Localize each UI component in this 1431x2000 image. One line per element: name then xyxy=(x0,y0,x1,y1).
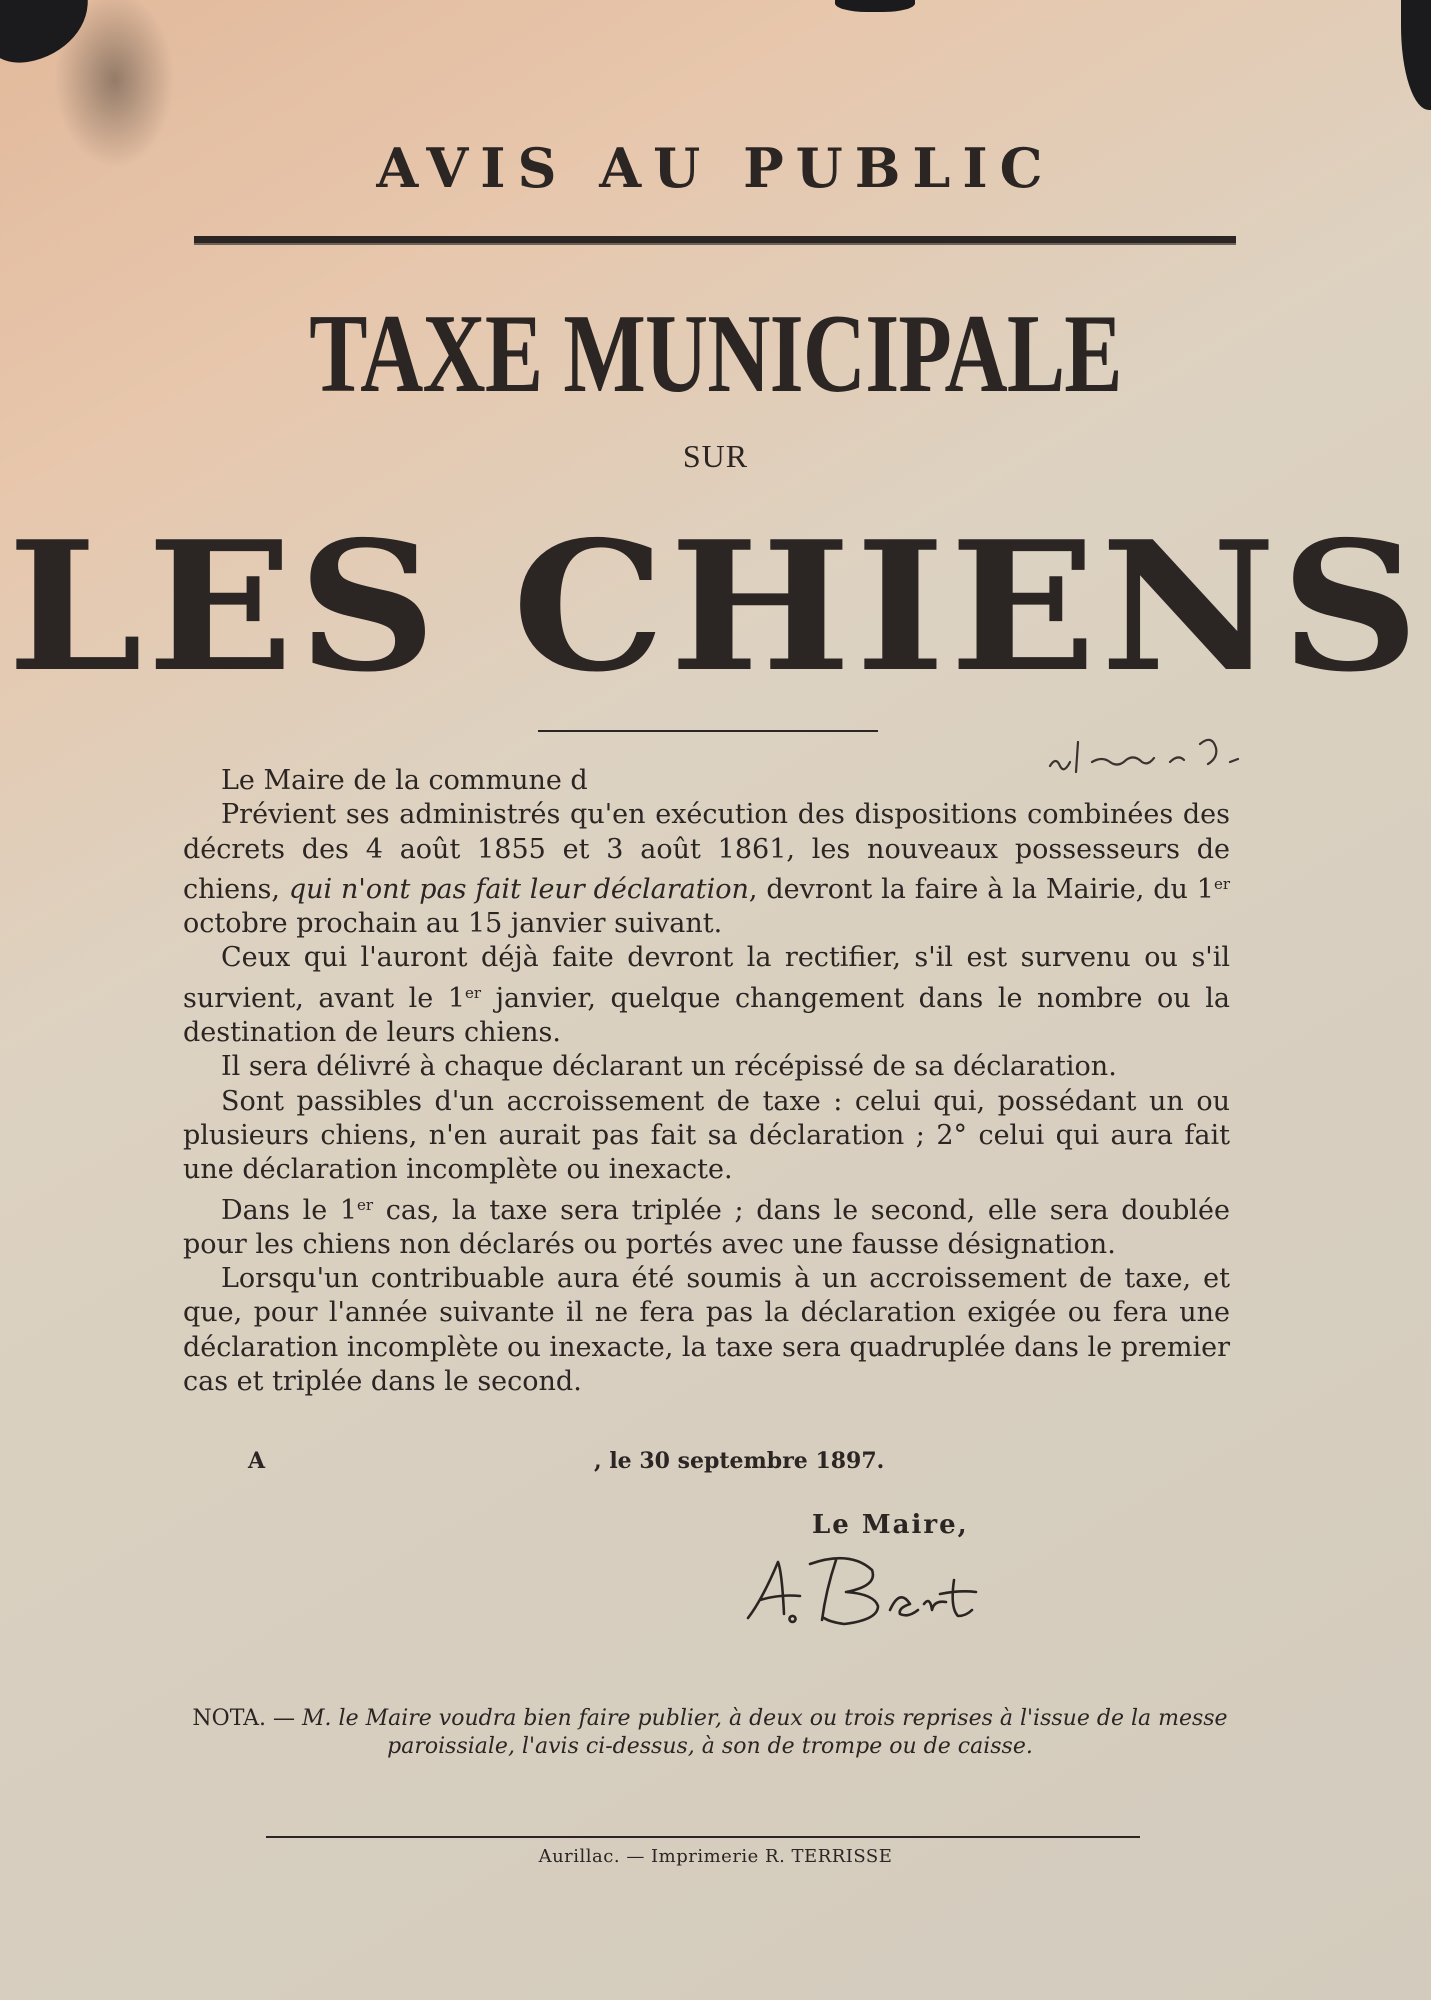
paragraph xyxy=(183,764,1230,798)
text-run: Prévient ses administrés qu'en exécution des dispositions combinées des décrets des 4 août 1855 et 3 août 1861, les nouveaux possesseurs de chiens, xyxy=(183,799,1230,905)
paragraph xyxy=(183,798,1230,941)
superscript: er xyxy=(357,1195,374,1214)
text-run: Ceux qui l'auront déjà faite devront la rectifier, s'il est survenu ou s'il survient, avant le 1 xyxy=(183,942,1230,1014)
nota-text: M. le Maire voudra bien faire publier, à deux ou trois reprises à l'issue de la messe paroissiale, l'avis ci-dessus, à son de trompe ou de caisse. xyxy=(302,1706,1228,1759)
nota-label: NOTA. — xyxy=(192,1706,303,1731)
text-run: , devront la faire à la Mairie, du 1 xyxy=(748,873,1214,905)
paragraph: Lorsqu'un contribuable aura été soumis à un accroissement de taxe, et que, pour l'année suivante il ne fera pas la déclaration exigée ou fera une déclaration incomplète ou inexacte, la taxe sera quadruplée dans le premier cas et triplée dans le second. xyxy=(183,1263,1230,1398)
text-run-italic: qui n'ont pas fait leur déclaration xyxy=(288,873,749,905)
dateline-place: A xyxy=(248,1448,266,1474)
torn-corner xyxy=(1401,0,1431,110)
signature-title: Le Maire, xyxy=(812,1510,969,1540)
printer-imprint: Aurillac. — Imprimerie R. TERRISSE xyxy=(538,1846,893,1867)
title-connector: SUR xyxy=(682,438,749,474)
paragraph: Sont passibles d'un accroissement de taxe : celui qui, possédant un ou plusieurs chiens, n'en aurait pas fait sa déclaration ; 2° celui qui aura fait une déclaration incomplète ou inexacte. xyxy=(183,1085,1230,1186)
title-les-chiens: LES CHIENS xyxy=(7,502,1424,711)
handwritten-signature xyxy=(740,1540,1020,1630)
superscript: er xyxy=(465,983,482,1002)
torn-edge xyxy=(835,0,915,12)
notice-heading: AVIS AU PUBLIC xyxy=(376,136,1055,200)
text-run: octobre prochain au 15 janvier suivant. xyxy=(183,908,723,940)
text-run: Dans le 1 xyxy=(221,1194,358,1226)
divider-rule xyxy=(538,730,878,732)
divider-rule xyxy=(266,1836,1140,1838)
nota-note xyxy=(180,1705,1240,1761)
torn-corner xyxy=(0,0,97,69)
dateline-date: , le 30 septembre 1897. xyxy=(594,1448,885,1474)
divider-rule xyxy=(194,236,1236,245)
paragraph xyxy=(183,941,1230,1050)
dateline xyxy=(248,1448,948,1474)
superscript: er xyxy=(1213,874,1230,893)
notice-body xyxy=(183,764,1230,1399)
text-run: cas, la taxe sera triplée ; dans le second, elle sera doublée pour les chiens non déclarés ou portés avec une fausse désignation. xyxy=(183,1194,1230,1260)
paragraph: Il sera délivré à chaque déclarant un récépissé de sa déclaration. xyxy=(221,1051,1117,1083)
mayor-commune-line: Le Maire de la commune d xyxy=(221,765,588,796)
title-taxe-municipale: TAXE MUNICIPALE xyxy=(309,292,1122,416)
paragraph xyxy=(183,1188,1230,1263)
text-run: janvier, quelque changement dans le nombre ou la destination de leurs chiens. xyxy=(183,982,1230,1049)
